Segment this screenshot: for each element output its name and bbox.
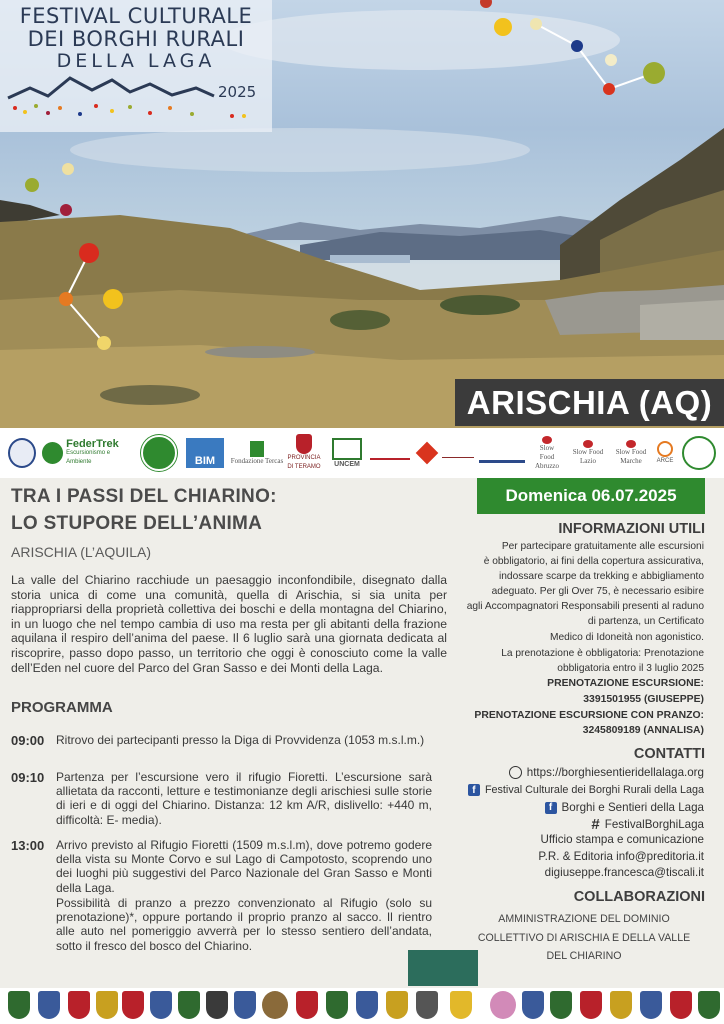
festival-logo [0,0,272,132]
collaborazioni-heading: COLLABORAZIONI [573,889,705,905]
partner-logo-circle-last [681,434,717,472]
facebook-icon: f [468,784,480,796]
partner-logo-slow-food-lazio: Slow Food Lazio [569,434,607,472]
event-date-badge: Domenica 06.07.2025 [477,478,705,514]
programma-heading: PROGRAMMA [11,699,113,716]
partner-logo-camera-commercio [369,434,411,472]
website-text: https://borghiesentieridellalaga.org [526,766,704,779]
partner-logo-slow-food-marche: Slow Food Marche [612,434,650,472]
crest-icon [326,991,348,1019]
hero-photo [0,0,724,428]
hashtag-text: FestivalBorghiLaga [604,818,704,831]
crest-icon [416,991,438,1019]
festival-year: 2025 [218,83,257,101]
info-heading: INFORMAZIONI UTILI [558,521,705,537]
info-line: indossare scarpe da trekking e abbigliamento [498,571,704,582]
municipality-crest-strip [0,988,724,1024]
partner-logo-slow-food-abruzzo: Slow Food Abruzzo [532,434,562,472]
partner-logo-confcommercio [478,434,526,472]
crest-icon [580,991,602,1019]
crest-icon [38,991,60,1019]
info-line: Per partecipare gratuitamente alle escursioni [501,541,704,552]
festival-title-line2: DEI BORGHI RURALI [27,27,245,51]
programma-time: 09:00 [11,733,45,748]
facebook-link-festival[interactable] [468,784,704,796]
crest-icon [68,991,90,1019]
crest-icon [522,991,544,1019]
location-banner: ARISCHIA (AQ) [455,379,724,426]
crest-icon [122,991,144,1019]
facebook-text: Borghi e Sentieri della Laga [561,801,704,814]
crest-icon [234,991,256,1019]
partner-logo-fondazione-tercas: Fondazione Tercas [229,434,285,472]
booking1-label: PRENOTAZIONE ESCURSIONE: [547,678,704,689]
info-line: è obbligatorio, ai fini della copertura assicurativa, [483,556,704,567]
booking2-label: PRENOTAZIONE ESCURSIONE CON PRANZO: [474,710,704,721]
globe-icon [509,766,522,779]
festival-title-line1: FESTIVAL CULTURALE [19,4,253,28]
event-title-line1: TRA I PASSI DEL CHIARINO: [11,486,277,507]
crest-icon [262,991,288,1019]
event-subtitle: ARISCHIA (L’AQUILA) [11,544,152,560]
crest-icon [640,991,662,1019]
booking1-phone[interactable]: 3391501955 (GIUSEPPE) [583,694,704,705]
info-line: La prenotazione è obbligatoria: Prenotazione [501,648,704,659]
partner-logo-circle-green [140,434,178,472]
press-line2[interactable]: P.R. & Editoria info@preditoria.it [538,850,704,863]
programma-text: Arrivo previsto al Rifugio Fioretti (1509 m.s.l.m), dove potremo godere della vista su Monte Corvo e sul Lago di Campotosto, scoprendo uno dei luoghi più suggestivi del Parco Nazionale del Gran Sasso e Monti della Laga. [56,838,432,895]
website-link[interactable] [509,766,704,779]
crest-icon [178,991,200,1019]
event-intro: La valle del Chiarino racchiude un paesaggio inconfondibile, disegnato dalla storia unica di come una comunità, quella di Arischia, si sia unita per riappropriarsi della proprietà collettiva dei boschi e della montagna del Chiarino, in un luogo che nel tempo cambia di uso ma resta per gli abitanti della frazione aquilana il respiro dell’anima del paese. Il 6 luglio sarà una giornata dedicata al riscoprire, passo dopo passo, un territorio che oggi è conosciuto come la valle dell’Eden nel cuore del Parco del Gran Sasso e dei Monti della Laga. [11,573,447,675]
hashtag[interactable] [591,816,704,833]
crest-icon [386,991,408,1019]
partner-logo-uncem: UNCEM [329,434,365,472]
crest-icon [550,991,572,1019]
facebook-icon: f [545,802,557,814]
partner-logo-provincia-teramo: PROVINCIA DI TERAMO [285,434,323,472]
email-link[interactable]: digiuseppe.francesca@tiscali.it [544,866,704,879]
crest-icon [490,991,516,1019]
programma-text: Partenza per l’escursione vero il rifugio Fioretti. L’escursione sarà allietata da racconti, letture e testimonianze degli arischiesi sulle storie di ieri e di oggi del Chiarino. Distanza: 12 km A/R, dislivello: +440 m, difficoltà: E- media). [56,770,432,827]
festival-title-line3: DELLA LAGA [56,50,216,72]
partner-logo-universita [441,434,475,472]
pranzo-badge-image [408,950,478,986]
programma-time: 13:00 [11,838,45,853]
crest-icon [670,991,692,1019]
hashtag-icon: # [591,816,600,833]
programma-text-pranzo: Possibilità di pranzo a prezzo convenzionato al Rifugio (solo su prenotazione)*, oppure portando il proprio pranzo al sacco. Il rientro alle auto nel pomeriggio avverrà per lo stesso sentiero dell’andata, sotto il fresco del bosco del Chiarino. [56,896,432,953]
crest-icon [356,991,378,1019]
partner-logo-federtrek: FederTrek Escursionismo e Ambiente [42,434,134,472]
partner-logo-arce: ARCE [653,434,677,472]
crest-icon [698,991,720,1019]
press-line1: Ufficio stampa e comunicazione [540,833,704,846]
crest-icon [450,991,472,1019]
info-line: agli Accompagnatori Responsabili presenti al raduno [466,601,704,612]
crest-icon [96,991,118,1019]
partner-logo-cube [415,434,439,472]
crest-icon [150,991,172,1019]
info-line: adeguato. Per gli Over 75, è necessario esibire [491,586,704,597]
info-line: Medico di Idoneità non agonistico. [549,632,704,643]
contatti-heading: CONTATTI [633,746,705,762]
partner-logo-bim: BIM [185,434,225,472]
mountain-line-icon [0,0,272,132]
crest-icon [610,991,632,1019]
partner-logo-strip [0,428,724,478]
programma-time: 09:10 [11,770,45,785]
crest-icon [206,991,228,1019]
partner-logo-emblem [8,434,36,472]
crest-icon [296,991,318,1019]
programma-text: Ritrovo dei partecipanti presso la Diga di Provvidenza (1053 m.s.l.m.) [56,733,425,747]
info-line: obbligatoria entro il 3 luglio 2025 [557,663,704,674]
event-title-line2: LO STUPORE DELL’ANIMA [11,513,263,534]
facebook-text: Festival Culturale dei Borghi Rurali della Laga [484,784,704,796]
facebook-link-borghi[interactable] [545,801,704,814]
booking2-phone[interactable]: 3245809189 (ANNALISA) [582,725,704,736]
crest-icon [8,991,30,1019]
info-line: di partenza, un Certificato [587,616,704,627]
collaborazioni-text: AMMINISTRAZIONE DEL DOMINIO COLLETTIVO DI ARISCHIA E DELLA VALLE DEL CHIARINO [477,913,691,962]
